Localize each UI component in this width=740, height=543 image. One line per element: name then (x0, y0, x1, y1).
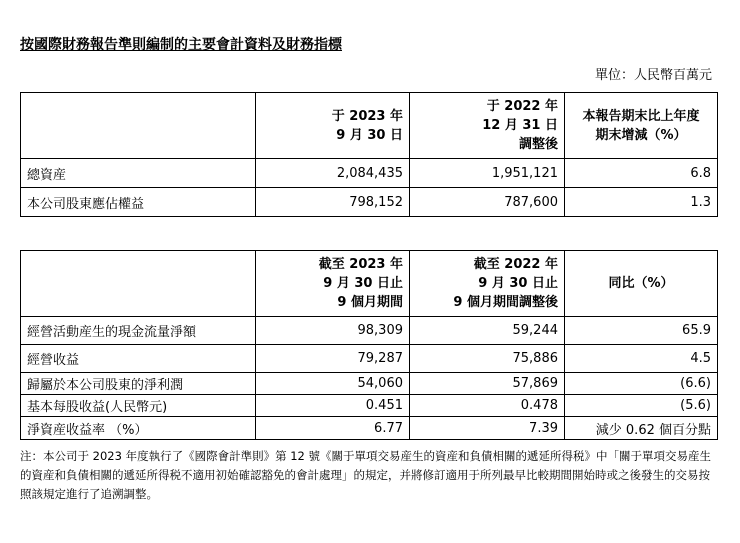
value-cell: 1,951,121 (410, 159, 565, 188)
header-line: 于 2022 年 (486, 99, 558, 114)
value-cell: 798,152 (256, 188, 410, 217)
header-2023-9months (256, 251, 410, 317)
header-line: 同比（%） (608, 276, 674, 291)
row-label: 總資産 (21, 159, 256, 188)
row-label: 經營收益 (21, 345, 256, 373)
row-label: 基本每股收益(人民幣元) (21, 395, 256, 417)
header-yoy-percent (565, 251, 718, 317)
value-cell: 7.39 (410, 417, 565, 440)
header-line: 9 個月期間 (337, 295, 403, 310)
header-line: 本報告期末比上年度 (582, 108, 700, 124)
value-cell: 98,309 (256, 317, 410, 345)
header-line: 9 月 30 日止 (323, 276, 403, 291)
value-cell: 6.8 (565, 159, 718, 188)
value-cell: 79,287 (256, 345, 410, 373)
value-cell: 0.478 (410, 395, 565, 417)
unit-label: 單位：人民幣百萬元 (594, 68, 712, 83)
header-2022-dec31-adjusted (410, 93, 565, 159)
header-change-percent (565, 93, 718, 159)
table-header-row (21, 251, 718, 317)
value-cell: 787,600 (410, 188, 565, 217)
income-statement-table (20, 250, 718, 440)
row-label: 本公司股東應佔權益 (21, 188, 256, 217)
header-2023-sep30 (256, 93, 410, 159)
table-row (21, 373, 718, 395)
header-line: 9 月 30 日止 (478, 276, 558, 291)
value-cell: 減少 0.62 個百分點 (565, 417, 718, 440)
value-cell: 54,060 (256, 373, 410, 395)
table-row (21, 395, 718, 417)
value-cell: 75,886 (410, 345, 565, 373)
header-line: 截至 2022 年 (473, 257, 558, 272)
row-label: 歸屬於本公司股東的淨利潤 (21, 373, 256, 395)
value-cell: 2,084,435 (256, 159, 410, 188)
header-2022-9months-adjusted (410, 251, 565, 317)
value-cell: 1.3 (565, 188, 718, 217)
value-cell: 65.9 (565, 317, 718, 345)
header-line: 9 個月期間調整後 (453, 295, 558, 310)
value-cell: 4.5 (565, 345, 718, 373)
value-cell: (6.6) (565, 373, 718, 395)
table-row (21, 159, 718, 188)
value-cell: 57,869 (410, 373, 565, 395)
header-line: 截至 2023 年 (318, 257, 403, 272)
header-line: 于 2023 年 (331, 108, 403, 124)
value-cell: (5.6) (565, 395, 718, 417)
header-blank-cell (21, 251, 256, 317)
header-line: 期末增減（%） (595, 127, 687, 143)
header-blank-cell (21, 93, 256, 159)
value-cell: 59,244 (410, 317, 565, 345)
balance-sheet-table (20, 92, 718, 217)
table-header-row (21, 93, 718, 159)
row-label: 經營活動産生的現金流量淨額 (21, 317, 256, 345)
table-row (21, 345, 718, 373)
value-cell: 0.451 (256, 395, 410, 417)
header-line: 調整後 (518, 137, 558, 152)
table-row (21, 417, 718, 440)
page-title: 按國際財務報告準則編制的主要會計資料及財務指標 (20, 37, 342, 53)
table-row (21, 188, 718, 217)
footnote: 注：本公司于 2023 年度執行了《國際會計準則》第 12 號《關于單項交易産生的資産和負債相關的遞延所得税》中「關于單項交易産生的資産和負債相關的遞延所得税不適用初始確認豁免的會計處理」的規定，并將修訂適用于所列最早比較期間開始時或之後發生的交易按照該規定進行了追溯調整。 (20, 449, 712, 501)
table-row (21, 317, 718, 345)
value-cell: 6.77 (256, 417, 410, 440)
header-line: 12 月 31 日 (482, 118, 558, 133)
header-line: 9 月 30 日 (336, 127, 403, 143)
row-label: 淨資産收益率 （%） (21, 417, 256, 440)
